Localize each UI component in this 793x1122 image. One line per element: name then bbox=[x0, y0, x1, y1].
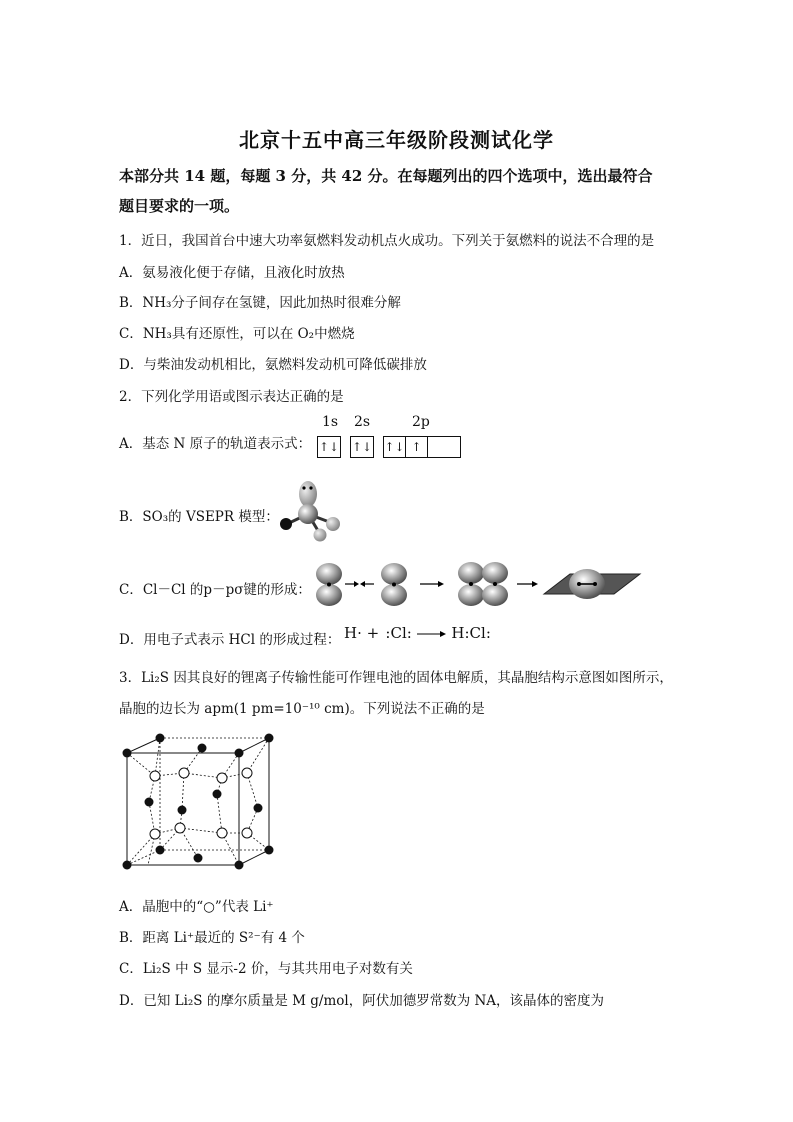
q2-option-c bbox=[119, 578, 311, 598]
instructions-line-2: 题目要求的一项。 bbox=[119, 197, 240, 215]
instructions-line-1: 本部分共 14 题，每题 3 分，共 42 分。在每题列出的四个选项中，选出最符合 bbox=[119, 167, 653, 185]
q3-option-a: A．晶胞中的“○”代表 Li⁺ bbox=[119, 899, 274, 915]
so3-vsepr-model-image bbox=[275, 478, 345, 544]
q1-stem: 1．近日，我国首台中速大功率氨燃料发动机点火成功。下列关于氨燃料的说法不合理的是 bbox=[119, 233, 655, 249]
orbital-cell bbox=[428, 437, 460, 457]
orbital-label-2p: 2p bbox=[412, 414, 430, 430]
q3-option-c: C．Li₂S 中 S 显示-2 价，与其共用电子对数有关 bbox=[119, 961, 413, 977]
orbital-cell: ↑↓ bbox=[351, 440, 373, 454]
orbital-box-2s bbox=[350, 436, 374, 458]
orbital-label-2s: 2s bbox=[354, 414, 371, 430]
q2-option-a: A．基态 N 原子的轨道表示式： bbox=[119, 436, 312, 452]
arrow-icon bbox=[417, 629, 447, 639]
option-label: B． bbox=[119, 509, 143, 525]
li2s-unit-cell-diagram bbox=[118, 728, 288, 876]
q1-option-b: B．NH₃分子间存在氢键，因此加热时很难分解 bbox=[119, 295, 401, 311]
q3-stem-line-1: 3．Li₂S 因其良好的锂离子传输性能可作锂电池的固体电解质，其晶胞结构示意图如图所示， bbox=[119, 670, 673, 686]
orbital-cell: ↑ bbox=[406, 437, 428, 457]
q1-option-c: C．NH₃具有还原性，可以在 O₂中燃烧 bbox=[119, 326, 355, 342]
q1-option-a: A．氨易液化便于存储，且液化时放热 bbox=[119, 265, 345, 281]
option-text: C．Cl－Cl 的 bbox=[119, 582, 204, 598]
plus-sign: + bbox=[366, 624, 380, 642]
q3-stem-line-2: 晶胞的边长为 apm(1 pm=10⁻¹⁰ cm)。下列说法不正确的是 bbox=[119, 701, 485, 717]
orbital-cell: ↑↓ bbox=[384, 437, 406, 457]
sigma-bond-label: p－pσ bbox=[203, 582, 244, 598]
orbital-cell: ↑↓ bbox=[318, 440, 340, 454]
orbital-box-1s bbox=[317, 436, 341, 458]
option-text: 的 VSEPR 模型： bbox=[168, 509, 279, 525]
cl-atom: :Cl: bbox=[385, 624, 412, 642]
q3-option-d: D．已知 Li₂S 的摩尔质量是 M g/mol，阿伏加德罗常数为 NA，该晶体的密度为 bbox=[119, 993, 605, 1009]
hcl-product: H:Cl: bbox=[451, 624, 491, 642]
q3-option-b: B．距离 Li⁺最近的 S²⁻有 4 个 bbox=[119, 930, 305, 946]
q2-option-d: D．用电子式表示 HCl 的形成过程： bbox=[119, 632, 341, 648]
hcl-electron-formula bbox=[344, 624, 491, 642]
option-text: 键的形成： bbox=[243, 582, 311, 598]
orbital-label-1s: 1s bbox=[322, 414, 339, 430]
q2-option-b bbox=[119, 505, 279, 525]
page-title: 北京十五中高三年级阶段测试化学 bbox=[239, 128, 554, 152]
h-atom: H· bbox=[344, 624, 362, 642]
so3-formula: SO₃ bbox=[142, 509, 169, 525]
q2-stem: 2．下列化学用语或图示表达正确的是 bbox=[119, 389, 344, 405]
q1-option-d: D．与柴油发动机相比，氨燃料发动机可降低碳排放 bbox=[119, 357, 427, 373]
orbital-box-2p bbox=[383, 436, 461, 458]
pp-sigma-bond-formation-image bbox=[312, 560, 647, 610]
